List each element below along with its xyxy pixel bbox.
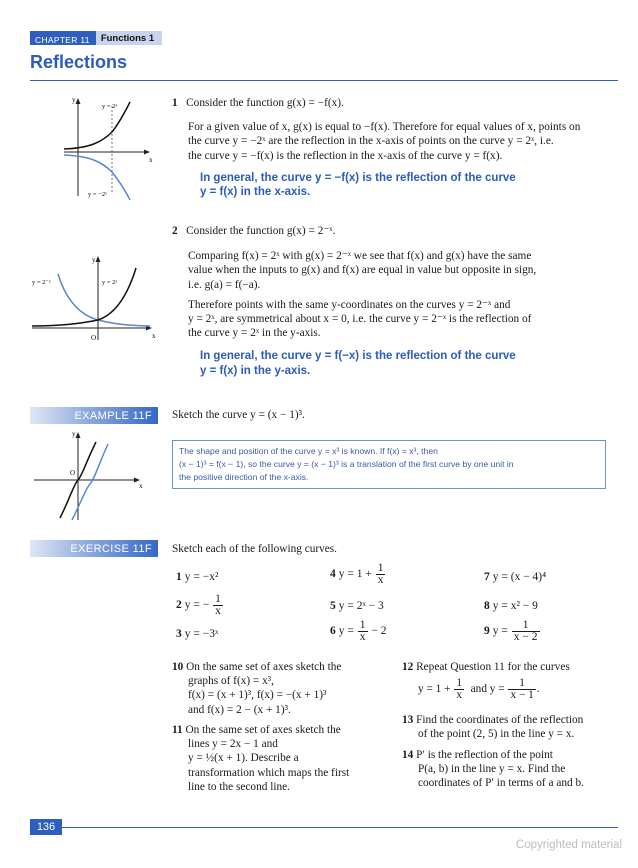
item-expression: y = x² − 9 [492,600,538,612]
question-11 [172,723,382,794]
y-axis-label: y [72,430,76,438]
rule-line: In general, the curve y = −f(x) is the reflection of the curve [200,171,516,184]
question-number: 14 [402,749,414,761]
question-number: 10 [172,661,184,673]
denominator: x − 2 [513,631,538,643]
exercise-item-8 [484,599,538,613]
question-10 [172,660,382,717]
question-heading: Consider the function g(x) = −f(x). [186,97,344,109]
fraction [454,678,464,701]
graph-reflection-x-axis [60,92,160,204]
section-label: Functions 1 [96,31,162,45]
page-number: 136 [30,819,62,835]
x-axis-arrow [144,150,150,155]
exercise-item-2 [176,594,224,617]
chapter-label: CHAPTER 11 [30,31,96,45]
exercise-item-7 [484,570,546,584]
numerator: 1 [359,619,366,631]
y-axis-arrow [76,432,81,438]
question-12 [402,660,622,701]
numerator: 1 [512,620,540,632]
item-number: 8 [484,600,490,612]
x-axis-label: x [152,332,156,340]
copyright-watermark: Copyrighted material [515,839,622,851]
fraction [512,620,540,643]
x-axis-label: x [149,156,153,164]
item-expression: y = [492,625,508,638]
fraction [213,594,223,617]
numerator: 1 [215,593,221,605]
example-prompt: Sketch the curve y = (x − 1)³. [172,409,305,421]
denominator: x [377,574,384,586]
solution-line: the positive direction of the x-axis. [179,472,309,482]
question-line: On the same set of axes sketch the [185,724,341,736]
question-line: and f(x) = 2 − (x + 1)³. [188,703,291,716]
question-line: On the same set of axes sketch the [186,661,342,673]
paragraph-line: Therefore points with the same y-coordinates on the curves y = 2⁻ˣ and [188,298,511,311]
curve-2x [32,268,136,326]
rule-line: y = f(x) in the y-axis. [200,364,311,377]
denominator: x [215,605,221,617]
label-2-neg-x: y = 2⁻ˣ [32,279,51,286]
exercise-item-6 [330,620,387,643]
label-2x: y = 2ˣ [102,103,118,110]
graph-example-cubic [30,428,150,524]
item-expression: y = −x² [184,571,219,583]
exercise-item-4 [330,563,386,586]
label-2x: y = 2ˣ [102,279,118,286]
title-divider [30,80,618,81]
question-line: P′ is the reflection of the point [416,749,553,761]
exercise-item-5 [330,599,384,613]
item-expression: y = 1 + [338,568,372,581]
question-2 [172,224,622,378]
denominator: x [456,689,462,702]
item-number: 1 [176,571,182,583]
exercise-banner: EXERCISE 11F [30,540,158,557]
label-neg-2x: y = −2ˣ [88,191,107,198]
x-axis-label: x [139,482,143,490]
question-12-curves [418,678,622,701]
question-number: 11 [172,724,183,736]
curve-b-expression: and y = [470,683,505,696]
item-number: 7 [484,571,490,583]
question-line: y = ½(x + 1). Describe a [188,752,299,765]
exercise-item-3 [176,627,218,641]
question-number: 1 [172,97,178,109]
item-expression: y = 2ˣ − 3 [338,600,384,612]
y-axis-arrow [76,98,81,104]
example-banner: EXAMPLE 11F [30,407,158,424]
origin-label: O [70,469,76,477]
question-1 [172,96,622,200]
item-expression: y = [338,625,354,638]
denominator: x − 1 [510,689,534,702]
exercise-item-1 [176,570,218,584]
question-line: of the point (2, 5) in the line y = x. [418,728,575,741]
numerator: 1 [456,677,462,690]
paragraph-line: the curve y = −f(x) is the reflection in the x-axis of the curve y = f(x). [188,149,503,162]
fraction [376,563,386,586]
question-line: Find the coordinates of the reflection [416,714,584,726]
question-line: Repeat Question 11 for the curves [416,661,570,673]
question-line: coordinates of P′ in terms of a and b. [418,777,584,790]
item-expression: y = − [184,599,210,612]
question-line: line to the second line. [188,780,290,793]
item-number: 6 [330,625,336,638]
paragraph-line: For a given value of x, g(x) is equal to −f(x). Therefore for equal values of x, points on [188,121,581,134]
question-heading: Consider the function g(x) = 2⁻ˣ. [186,225,336,237]
graph-reflection-y-axis [30,254,160,346]
question-number: 2 [172,225,178,237]
item-number: 3 [176,628,182,640]
exercise-prompt: Sketch each of the following curves. [172,543,338,555]
y-axis-arrow [96,256,101,262]
question-line: P(a, b) in the line y = x. Find the [418,763,566,776]
exercise-item-9 [484,620,541,643]
item-expression: y = −3ˣ [184,628,219,640]
question-line: f(x) = (x + 1)³, f(x) = −(x + 1)³ [188,689,327,702]
chapter-tag [30,31,162,45]
question-line: transformation which maps the first [188,766,350,779]
paragraph-line: the curve y = −2ˣ are the reflection in the x-axis of points on the curve y = 2ˣ, i.e. [188,135,554,148]
example-solution-box [172,440,606,489]
denominator: x [359,631,366,643]
numerator: 1 [377,562,384,574]
punctuation: . [536,683,540,696]
question-number: 13 [402,714,414,726]
paragraph-line: Comparing f(x) = 2ˣ with g(x) = 2⁻ˣ we see that f(x) and g(x) have the same [188,250,532,263]
fraction [358,620,368,643]
page-title: Reflections [30,52,128,72]
item-number: 4 [330,568,336,581]
question-14 [402,748,622,791]
solution-line: The shape and position of the curve y = x³ is known. If f(x) = x³, then [179,446,438,456]
item-number: 2 [176,599,182,612]
item-number: 5 [330,600,336,612]
y-axis-label: y [92,256,96,264]
curve-2x [64,102,130,149]
question-line: graphs of f(x) = x³, [188,675,274,688]
solution-line: (x − 1)³ = f(x − 1), so the curve y = (x − 1)³ is a translation of the first curve by one unit in [179,459,514,469]
item-number: 9 [484,625,490,638]
paragraph-line: value when the inputs to g(x) and f(x) are equal in value but opposite in sign, [188,264,537,277]
fraction [508,678,535,701]
rule-line: In general, the curve y = f(−x) is the reflection of the curve [200,350,516,363]
question-number: 12 [402,661,414,673]
origin-label: O [91,334,97,342]
question-13 [402,713,622,741]
y-axis-label: y [72,96,76,104]
question-line: lines y = 2x − 1 and [188,738,278,751]
numerator: 1 [508,678,535,690]
paragraph-line: i.e. g(a) = f(−a). [188,278,261,291]
curve-a-expression: y = 1 + [418,683,451,696]
item-expression: y = (x − 4)⁴ [492,571,547,583]
rule-line: y = f(x) in the x-axis. [200,186,311,199]
footer-divider [30,827,618,828]
item-expression-tail: − 2 [371,625,387,638]
paragraph-line: y = 2ˣ, are symmetrical about x = 0, i.e. the curve y = 2⁻ˣ is the reflection of [188,313,532,326]
paragraph-line: the curve y = 2ˣ in the y-axis. [188,327,321,340]
